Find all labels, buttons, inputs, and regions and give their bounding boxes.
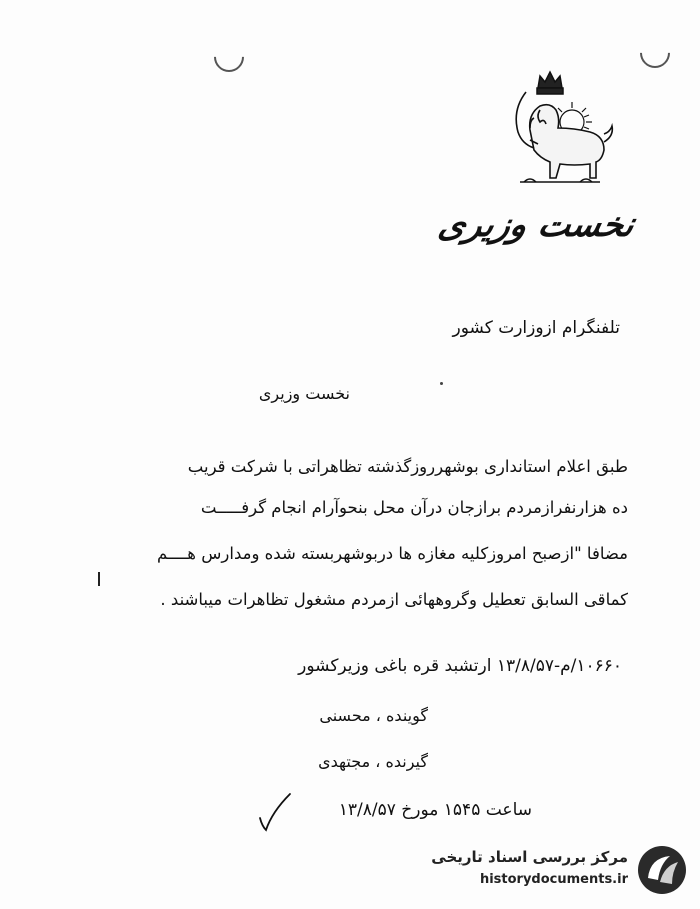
body-line: مضافا "ازصبح امروزکلیه مغازه ها دربوشهربسته شده ومدارس هــــم [156,544,628,563]
body-line: ده هزارنفرازمردم برازجان درآن محل بنحوآرام انجام گرفـــــت [200,498,628,517]
receiver-line: گیرنده ، مجتهدی [318,752,428,771]
punch-hole-mark [634,32,676,74]
body-line: کماقی السابق تعطیل وگروههائی ازمردم مشغول تظاهرات میباشند . [160,590,628,609]
watermark-url: historydocuments.ir [479,872,628,887]
letterhead-text: نخست وزیری [434,205,639,245]
body-line: طبق اعلام استانداری بوشهرروزگذشته تظاهراتی با شرکت قریب [187,457,628,476]
archive-logo-icon [636,844,688,896]
telegram-recipient: نخست وزیری [258,384,350,403]
lion-and-sun-emblem [500,70,620,188]
telegram-heading: تلفنگرام ازوزارت کشور [452,318,620,338]
checkmark-icon [256,790,296,834]
reference-line: ۱۰۶۶۰/م-۱۳/۸/۵۷ ارتشبد قره باغی وزیرکشور [298,656,622,676]
pen-tick-mark [98,572,104,586]
punch-hole-mark [208,36,250,78]
watermark-title: مرکز بررسی اسناد تاریخی [431,848,628,866]
letterhead-title [434,196,642,252]
ink-speck [440,382,443,385]
sender-line: گوینده ، محسنی [319,706,428,725]
time-date-line: ساعت ۱۵۴۵ مورخ ۱۳/۸/۵۷ [338,800,532,820]
watermark [420,842,692,900]
